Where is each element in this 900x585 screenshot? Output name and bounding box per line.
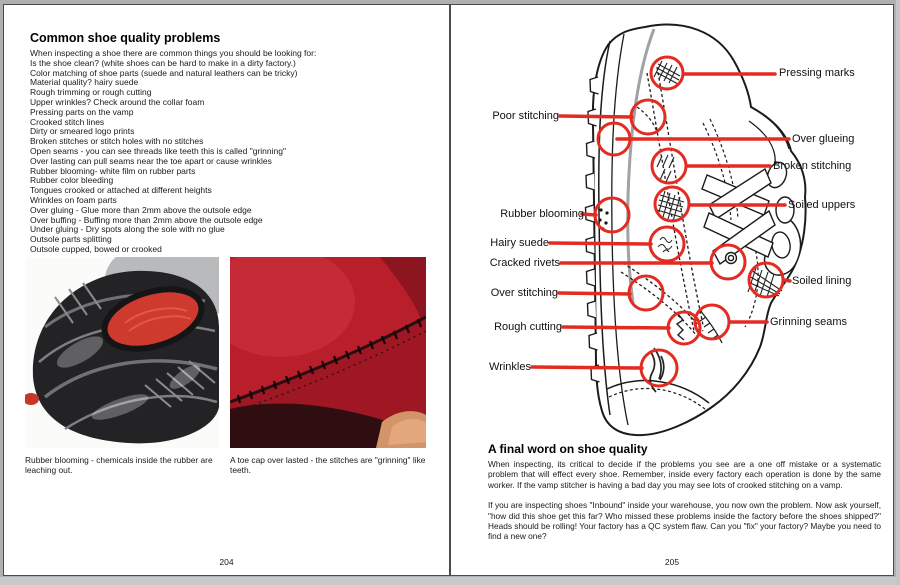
checklist-line: Dirty or smeared logo prints <box>30 126 135 137</box>
checklist-line: Upper wrinkles? Check around the collar foam <box>30 96 205 107</box>
photo-rubber-blooming <box>25 257 219 448</box>
caption-rubber-blooming: Rubber blooming - chemicals inside the rubber are leaching out. <box>25 455 213 475</box>
callout-label-hairy-suede: Hairy suede <box>490 237 549 249</box>
final-word-paragraph-2: If you are inspecting shoes "Inbound" inside your warehouse, you now own the problem. Now ask yourself, "how did this shoe get this far? Who missed these problems inside the factory before the shoes shipped?" Heads should be rolling! Your factory has a QC system flaw. Can you "fix" your factory? Maybe you need to find a new one? <box>488 500 881 542</box>
checklist-line: Open seams - you can see threads like teeth this is called "grinning" <box>30 145 286 156</box>
checklist-line: Under gluing - Dry spots along the sole with no glue <box>30 224 225 235</box>
page-right <box>450 4 894 576</box>
callout-label-rough-cutting: Rough cutting <box>494 321 562 333</box>
page-number-left: 204 <box>219 557 234 567</box>
checklist-line: Is the shoe clean? (white shoes can be hard to make in a dirty factory.) <box>30 57 296 68</box>
checklist-line: When inspecting a shoe there are common things you should be looking for: <box>30 48 317 58</box>
checklist-line: Outsole parts splitting <box>30 234 112 245</box>
callout-label-over-stitching: Over stitching <box>490 287 558 299</box>
callout-label-cracked-rivets: Cracked rivets <box>489 257 560 269</box>
callout-label-soiled-lining: Soiled lining <box>792 275 852 287</box>
callout-label-grinning-seams: Grinning seams <box>770 316 848 328</box>
final-word-paragraph-1: When inspecting, its critical to decide if the problems you see are a one off mistake or a systematic problem that will effect every shoe. Remember, inside every factory each operation is done by the same worker. If the vamp stitcher is having a bad day you may see lots of crooked stitching on a vamp. <box>488 459 881 490</box>
quality-checklist <box>30 49 316 255</box>
page-left <box>3 4 450 576</box>
shoe-defects-diagram <box>451 5 895 445</box>
photo-toe-cap <box>230 257 424 448</box>
callout-label-soiled-uppers: Soiled uppers <box>788 199 856 211</box>
photo-toe-cap-image <box>230 257 426 448</box>
checklist-line: Color matching of shoe parts (suede and natural leathers can be tricky) <box>30 67 298 78</box>
caption-toe-cap: A toe cap over lasted - the stitches are "grinning" like teeth. <box>230 455 426 475</box>
checklist-line: Pressing parts on the vamp <box>30 106 134 117</box>
callout-label-wrinkles: Wrinkles <box>489 361 531 373</box>
checklist-line: Over lasting can pull seams near the toe apart or cause wrinkles <box>30 155 272 166</box>
checklist-line: Tongues crooked or attached at different heights <box>30 185 212 196</box>
callout-label-broken-stitching: Broken stitching <box>773 160 852 172</box>
right-strip <box>896 0 900 585</box>
page-number-right: 205 <box>664 557 680 567</box>
photo-rubber-blooming-image <box>25 257 219 448</box>
checklist-line: Wrinkles on foam parts <box>30 194 117 205</box>
checklist-line: Material quality? hairy suede <box>30 77 139 88</box>
bottom-strip <box>0 577 900 585</box>
callout-label-rubber-blooming: Rubber blooming <box>500 208 584 220</box>
callout-label-pressing-marks: Pressing marks <box>779 67 855 79</box>
final-word-section <box>488 442 881 552</box>
callout-label-over-glueing: Over glueing <box>792 133 855 145</box>
page-title: Common shoe quality problems <box>30 31 221 45</box>
checklist-line: Rubber blooming- white film on rubber parts <box>30 165 196 176</box>
checklist-line: Rubber color bleeding <box>30 175 114 186</box>
checklist-line: Rough trimming or rough cutting <box>30 87 152 98</box>
final-word-title: A final word on shoe quality <box>488 442 648 456</box>
checklist-line: Outsole cupped, bowed or crooked <box>30 243 162 254</box>
checklist-line: Broken stitches or stitch holes with no stitches <box>30 136 204 147</box>
checklist-line: Over gluing - Glue more than 2mm above the outsole edge <box>30 204 252 215</box>
callout-label-poor-stitching: Poor stitching <box>492 110 559 122</box>
checklist-line: Over buffing - Buffing more than 2mm above the outsole edge <box>30 214 263 225</box>
checklist-line: Crooked stitch lines <box>30 116 105 127</box>
